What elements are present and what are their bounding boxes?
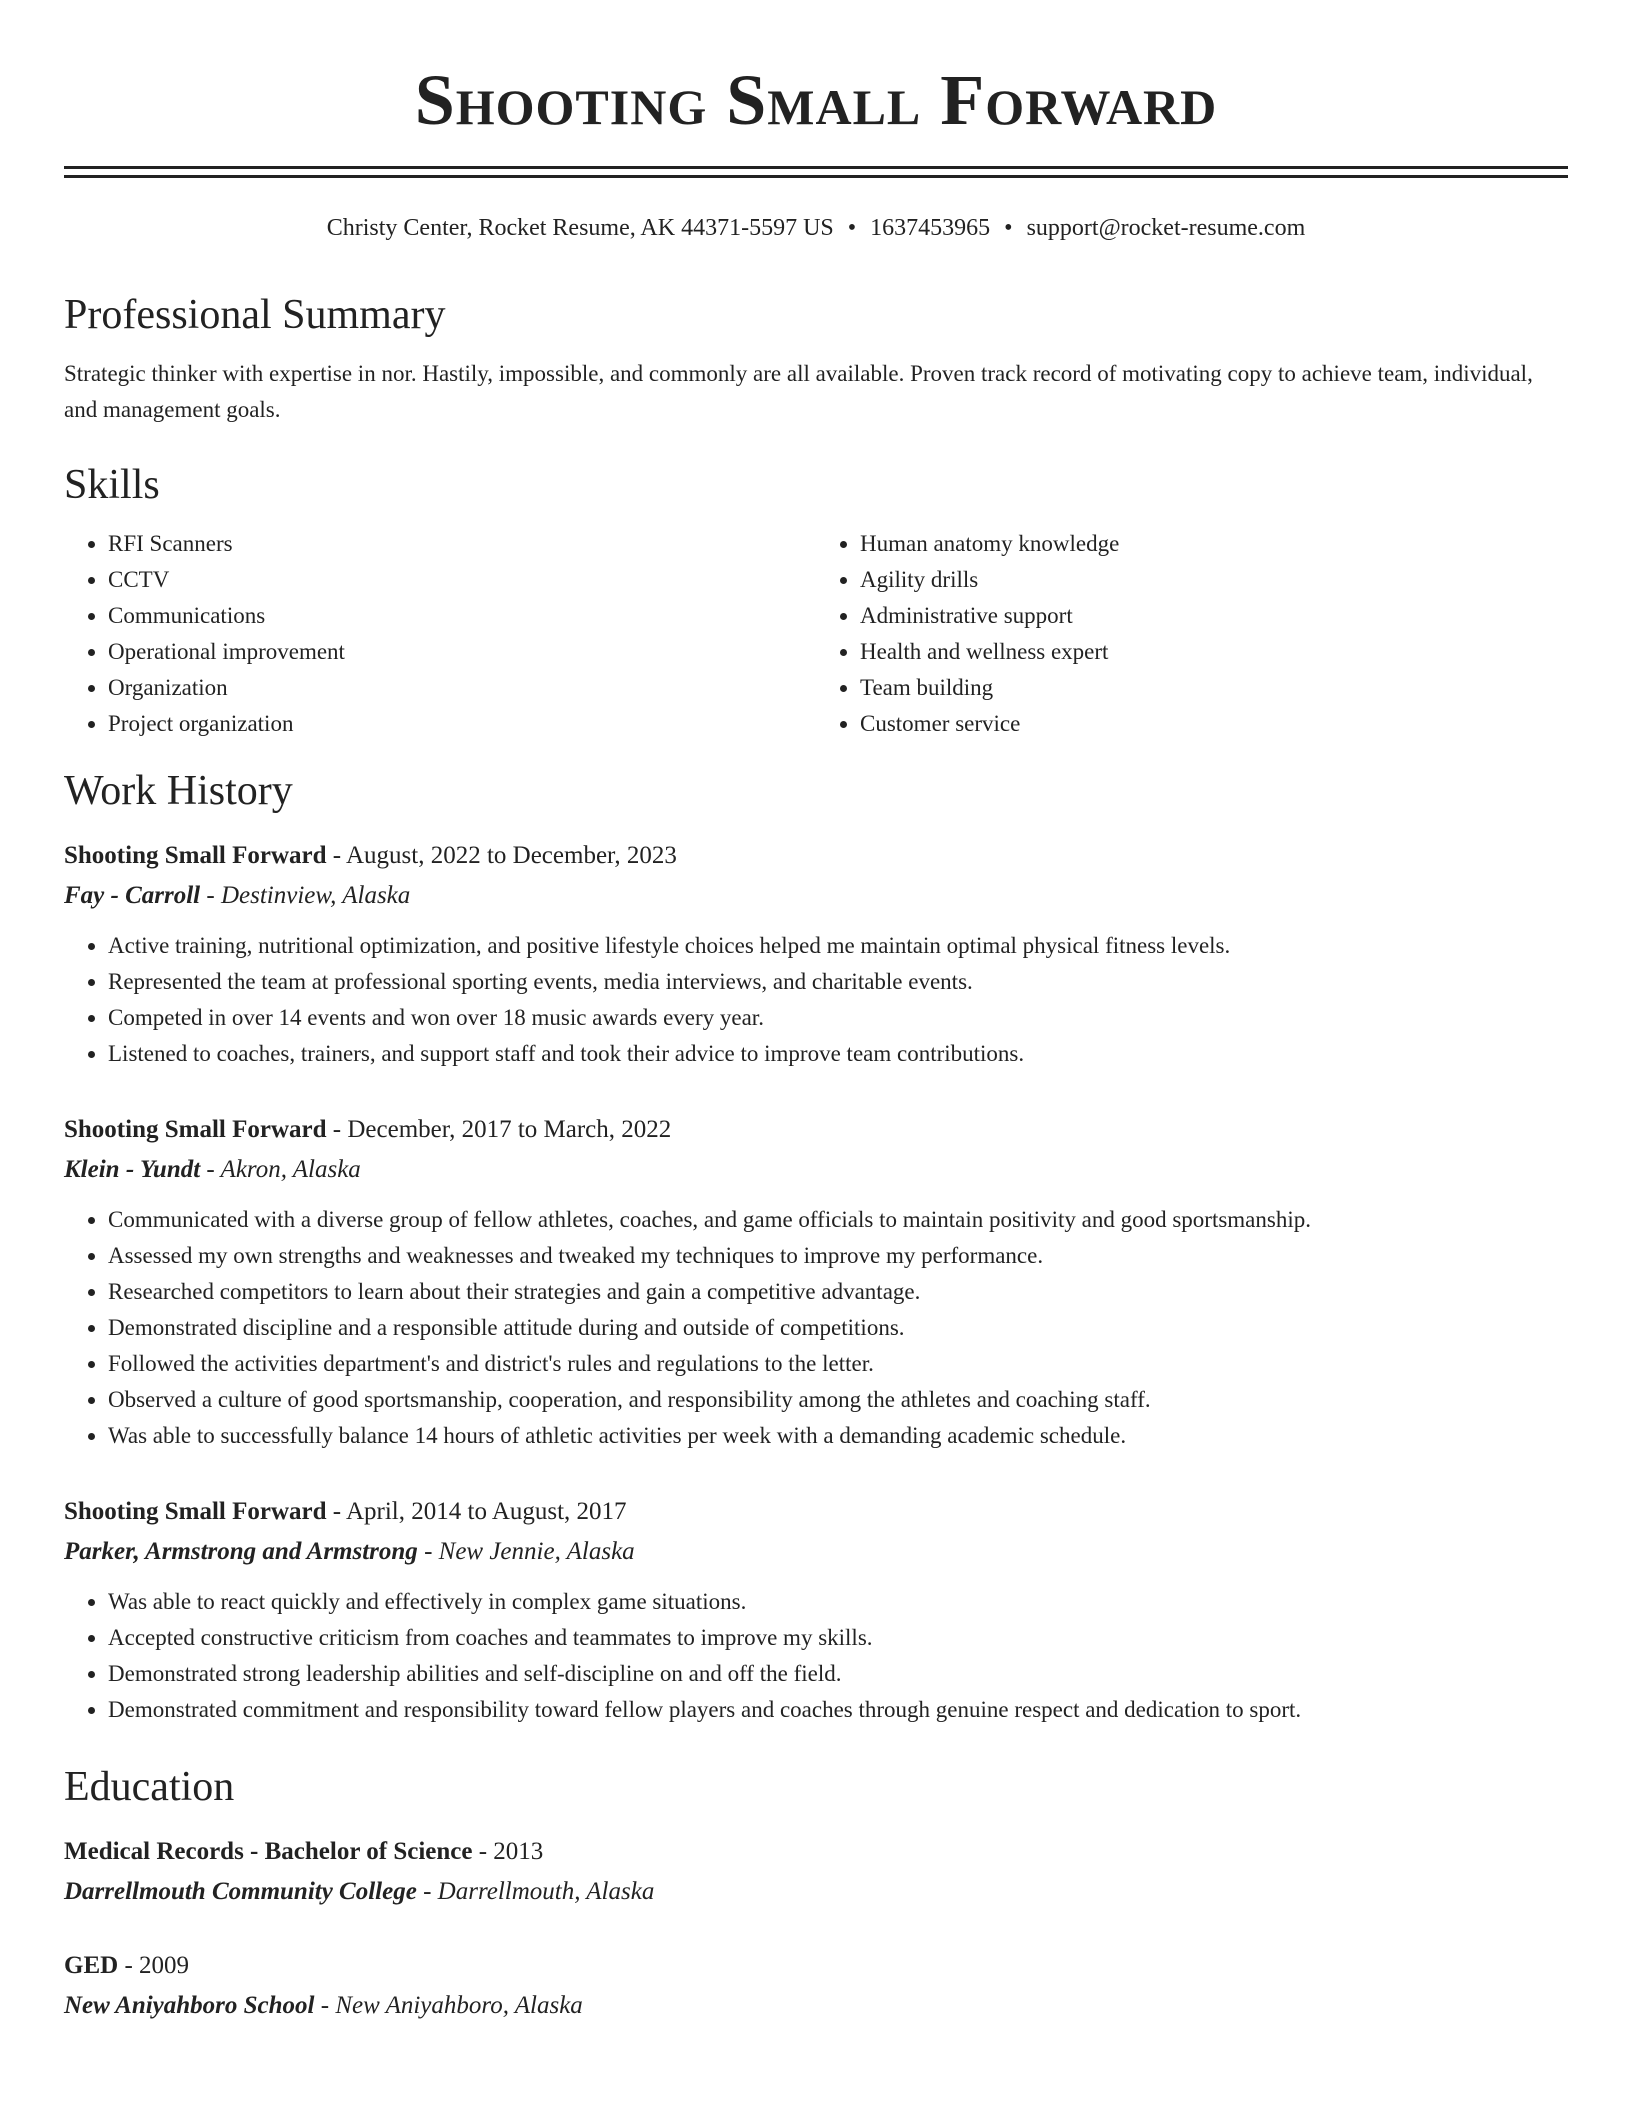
separator: -: [314, 1992, 336, 2019]
education-entry: [64, 1948, 1568, 2024]
skill-item: • Human anatomy knowledge: [860, 526, 1568, 562]
separator: -: [326, 1116, 348, 1143]
job-bullet: • Represented the team at professional sporting events, media interviews, and charitable events.: [108, 964, 1568, 1000]
school-name: Darrellmouth Community College: [64, 1878, 417, 1905]
job-title: Shooting Small Forward: [64, 1498, 327, 1525]
job-bullet: • Was able to react quickly and effectively in complex game situations.: [108, 1584, 1568, 1620]
job-bullet: • Assessed my own strengths and weaknesses and tweaked my techniques to improve my performance.: [108, 1238, 1568, 1274]
job-bullet: • Demonstrated discipline and a responsible attitude during and outside of competitions.: [108, 1310, 1568, 1346]
school-line: [64, 1874, 1568, 1910]
contact-separator: •: [847, 215, 857, 241]
contact-email: support@rocket-resume.com: [1026, 215, 1306, 241]
job-title-line: [64, 838, 1568, 874]
job-location: Akron, Alaska: [220, 1156, 361, 1183]
header-rule-bottom: [64, 175, 1568, 178]
separator: -: [472, 1838, 494, 1865]
job-location: New Jennie, Alaska: [438, 1538, 635, 1565]
job-bullet: • Demonstrated commitment and responsibility toward fellow players and coaches through genuine respect and dedication to sport.: [108, 1692, 1568, 1728]
education-section: [64, 1766, 1568, 2024]
work-history-section: [64, 770, 1568, 1728]
skills-heading: Skills: [64, 462, 160, 508]
job-location: Destinview, Alaska: [220, 882, 411, 909]
separator: -: [200, 1156, 221, 1183]
job-company: Parker, Armstrong and Armstrong: [64, 1538, 418, 1565]
skill-item: • Administrative support: [860, 598, 1568, 634]
contact-separator: •: [1004, 215, 1013, 241]
degree-line: [64, 1834, 1568, 1870]
separator: -: [200, 882, 221, 909]
school-location: New Aniyahboro, Alaska: [335, 1992, 583, 2019]
skill-item: • Project organization: [108, 706, 816, 742]
separator: -: [416, 1878, 438, 1905]
skill-item: • Operational improvement: [108, 634, 816, 670]
job-dates: April, 2014 to August, 2017: [345, 1498, 627, 1525]
separator: -: [326, 1498, 346, 1525]
skill-item: • Customer service: [860, 706, 1568, 742]
work-history-heading: Work History: [64, 768, 293, 814]
skills-section: [64, 464, 1568, 742]
contact-phone: 1637453965: [870, 215, 991, 241]
skill-item: • Team building: [860, 670, 1568, 706]
job-dates: August, 2022 to December, 2023: [345, 842, 677, 869]
job-company-line: [64, 1152, 1568, 1188]
contact-address: Christy Center, Rocket Resume, AK 44371-5597 US: [326, 215, 834, 241]
skill-item: • Communications: [108, 598, 816, 634]
job-company-line: [64, 1534, 1568, 1570]
job-title-line: [64, 1112, 1568, 1148]
job-entry: [64, 1112, 1568, 1454]
header-rule-top: [64, 166, 1568, 169]
job-bullet: • Active training, nutritional optimization, and positive lifestyle choices helped me maintain optimal physical fitness levels.: [108, 928, 1568, 964]
summary-section: [64, 294, 1568, 428]
degree-line: [64, 1948, 1568, 1984]
separator: -: [118, 1952, 140, 1979]
school-name: New Aniyahboro School: [64, 1992, 315, 2019]
job-bullet: • Observed a culture of good sportsmanship, cooperation, and responsibility among the athletes and coaching staff.: [108, 1382, 1568, 1418]
job-bullets: [64, 1584, 1568, 1728]
job-bullet: • Demonstrated strong leadership abilities and self-discipline on and off the field.: [108, 1656, 1568, 1692]
job-company: Klein - Yundt: [64, 1156, 201, 1183]
job-bullet: • Accepted constructive criticism from coaches and teammates to improve my skills.: [108, 1620, 1568, 1656]
summary-text: Strategic thinker with expertise in nor. Hastily, impossible, and commonly are all available. Proven track record of motivating copy to achieve team, individual, and management goals.: [64, 361, 1533, 422]
job-title-line: [64, 1494, 1568, 1530]
separator: -: [326, 842, 346, 869]
graduation-year: 2013: [493, 1838, 544, 1865]
skills-columns: [64, 526, 1568, 742]
job-bullet: • Researched competitors to learn about their strategies and gain a competitive advantage.: [108, 1274, 1568, 1310]
job-bullet: • Was able to successfully balance 14 hours of athletic activities per week with a demanding academic schedule.: [108, 1418, 1568, 1454]
degree: GED: [64, 1952, 119, 1979]
job-entry: [64, 838, 1568, 1072]
job-bullet: • Communicated with a diverse group of fellow athletes, coaches, and game officials to maintain positivity and good sportsmanship.: [108, 1202, 1568, 1238]
job-title: Shooting Small Forward: [64, 1116, 327, 1143]
resume-name: Shooting Small Forward: [414, 60, 1218, 140]
job-bullet: • Competed in over 14 events and won over 18 music awards every year.: [108, 1000, 1568, 1036]
job-entry: [64, 1494, 1568, 1728]
skill-item: • Organization: [108, 670, 816, 706]
separator: -: [417, 1538, 439, 1565]
education-entry: [64, 1834, 1568, 1910]
job-title: Shooting Small Forward: [64, 842, 327, 869]
skills-list-left: [64, 526, 816, 742]
skill-item: • Agility drills: [860, 562, 1568, 598]
summary-heading: Professional Summary: [64, 292, 446, 338]
school-line: [64, 1988, 1568, 2024]
education-heading: Education: [64, 1764, 235, 1810]
graduation-year: 2009: [139, 1952, 190, 1979]
job-bullet: • Listened to coaches, trainers, and support staff and took their advice to improve team contributions.: [108, 1036, 1568, 1072]
contact-line: [64, 216, 1568, 240]
degree: Medical Records - Bachelor of Science: [64, 1838, 473, 1865]
skills-list-right: [816, 526, 1568, 742]
job-bullets: [64, 1202, 1568, 1454]
job-bullets: [64, 928, 1568, 1072]
skill-item: • Health and wellness expert: [860, 634, 1568, 670]
job-dates: December, 2017 to March, 2022: [347, 1116, 672, 1143]
job-company-line: [64, 878, 1568, 914]
skill-item: • RFI Scanners: [108, 526, 816, 562]
school-location: Darrellmouth, Alaska: [437, 1878, 655, 1905]
job-bullet: • Followed the activities department's and district's rules and regulations to the letter.: [108, 1346, 1568, 1382]
job-company: Fay - Carroll: [64, 882, 201, 909]
skill-item: • CCTV: [108, 562, 816, 598]
